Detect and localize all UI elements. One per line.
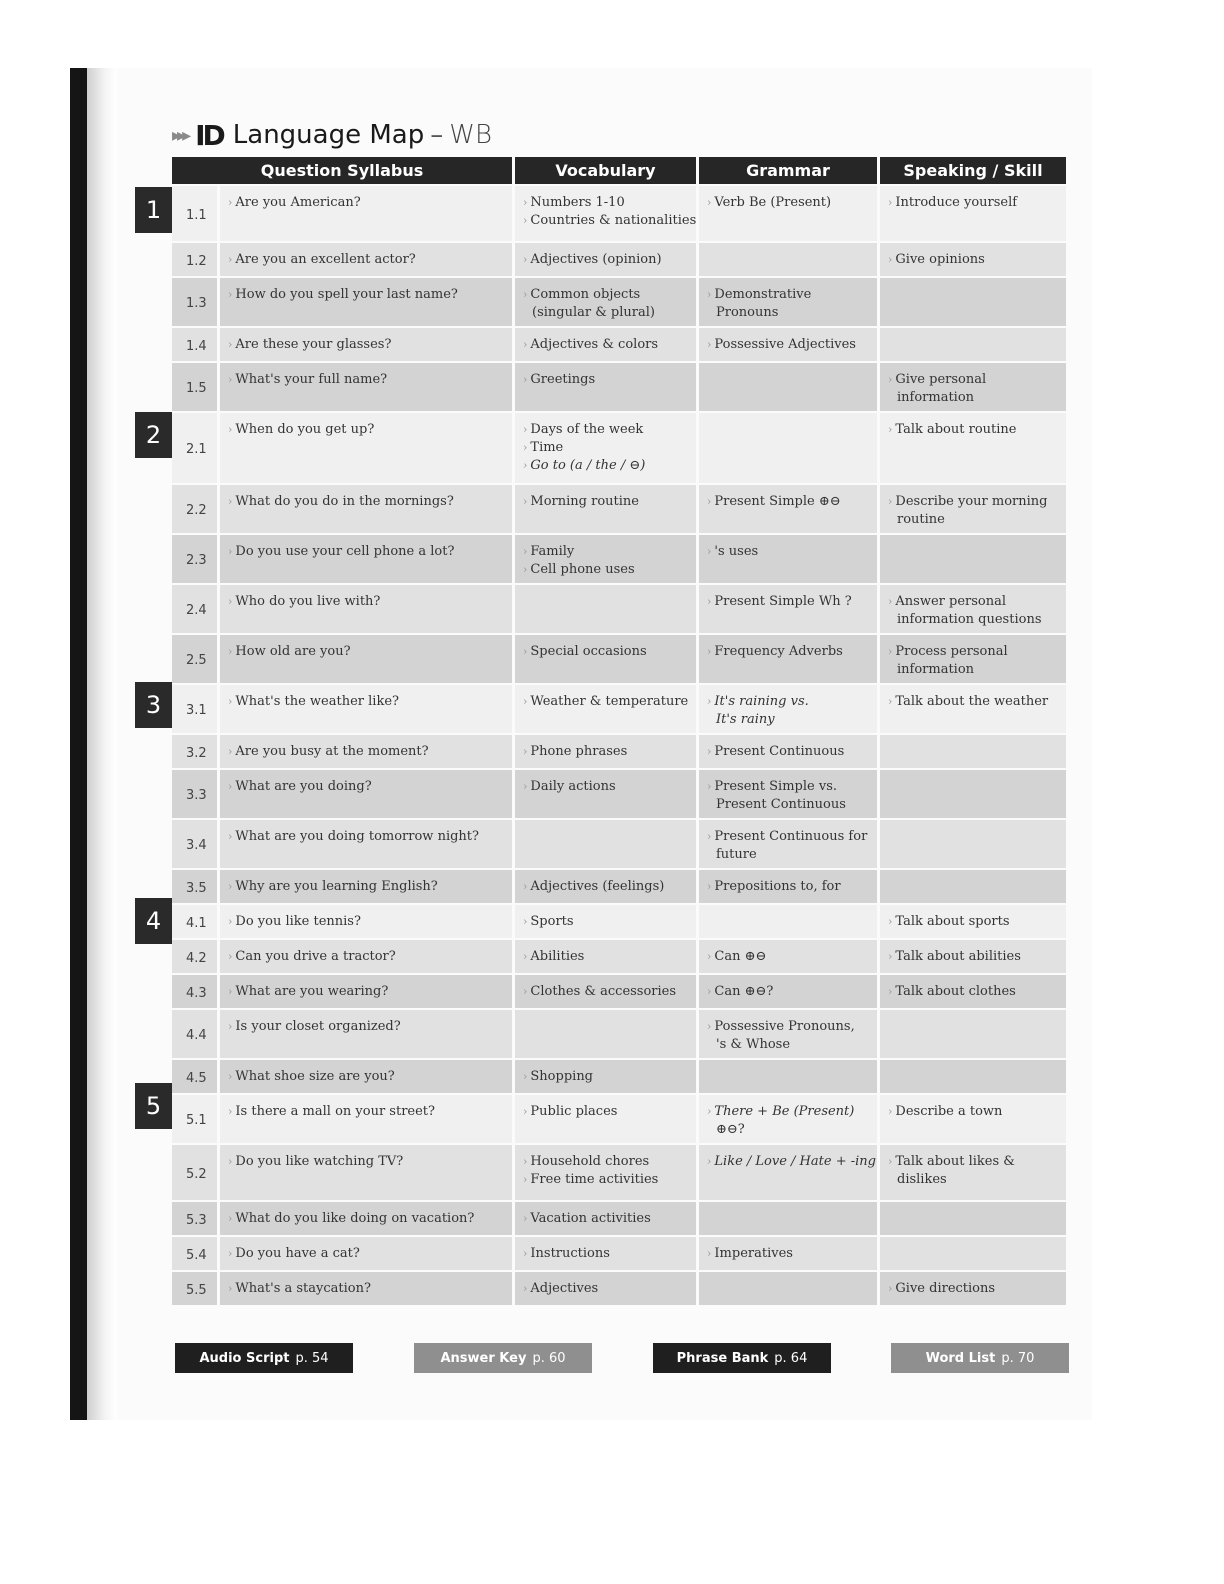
speaking-cell	[880, 243, 1066, 276]
speaking-cell	[880, 328, 1066, 361]
grammar-item: › Imperatives	[707, 1245, 871, 1263]
vocabulary-cell	[515, 328, 696, 361]
table-row	[172, 770, 1066, 818]
grammar-item: ⊕⊖?	[716, 1122, 745, 1137]
grammar-item: › 's uses	[707, 543, 871, 561]
lesson-number: 3.2	[172, 735, 217, 768]
header-speaking: Speaking / Skill	[880, 157, 1066, 184]
question-text: › What shoe size are you?	[228, 1068, 506, 1086]
table-row	[172, 413, 1066, 483]
vocabulary-item: › Greetings	[523, 371, 690, 389]
lesson-number: 1.1	[172, 186, 217, 241]
lesson-number: 3.4	[172, 820, 217, 868]
vocabulary-cell	[515, 820, 696, 868]
question-cell	[220, 820, 512, 868]
vocabulary-cell	[515, 1237, 696, 1270]
title-dash: –	[430, 120, 444, 150]
question-cell	[220, 685, 512, 733]
grammar-cell	[699, 413, 877, 483]
unit-tab-2: 2	[135, 412, 172, 458]
grammar-cell	[699, 735, 877, 768]
vocabulary-cell	[515, 905, 696, 938]
question-text: › Are these your glasses?	[228, 336, 506, 354]
vocabulary-cell	[515, 363, 696, 411]
vocabulary-cell	[515, 1060, 696, 1093]
table-row	[172, 278, 1066, 326]
speaking-cell	[880, 1010, 1066, 1058]
lesson-number: 2.3	[172, 535, 217, 583]
vocabulary-item: › Abilities	[523, 948, 690, 966]
table-row	[172, 243, 1066, 276]
speaking-item: › Give personal	[888, 371, 1060, 389]
grammar-item: › Present Continuous	[707, 743, 871, 761]
vocabulary-item: › Days of the week	[523, 421, 690, 439]
footer-label: Word List	[925, 1350, 996, 1366]
grammar-cell	[699, 870, 877, 903]
grammar-cell	[699, 1060, 877, 1093]
lesson-number: 4.4	[172, 1010, 217, 1058]
table-row	[172, 905, 1066, 938]
vocabulary-item: › Adjectives & colors	[523, 336, 690, 354]
table-row	[172, 1095, 1066, 1143]
speaking-item: › Describe your morning	[888, 493, 1060, 511]
question-text: › Are you American?	[228, 194, 506, 212]
question-cell	[220, 1237, 512, 1270]
lesson-number: 4.3	[172, 975, 217, 1008]
lesson-number: 4.5	[172, 1060, 217, 1093]
footer-page: p. 64	[774, 1350, 808, 1366]
grammar-cell	[699, 820, 877, 868]
grammar-item: future	[716, 847, 757, 862]
vocabulary-cell	[515, 1202, 696, 1235]
vocabulary-item: › Phone phrases	[523, 743, 690, 761]
footer-page: p. 60	[532, 1350, 566, 1366]
vocabulary-cell	[515, 585, 696, 633]
vocabulary-cell	[515, 243, 696, 276]
question-cell	[220, 635, 512, 683]
lesson-number: 5.4	[172, 1237, 217, 1270]
speaking-item: › Talk about sports	[888, 913, 1060, 931]
grammar-item: › Present Continuous for	[707, 828, 871, 846]
speaking-item: › Introduce yourself	[888, 194, 1060, 212]
grammar-cell	[699, 186, 877, 241]
vocabulary-item: › Time	[523, 439, 690, 457]
table-row	[172, 735, 1066, 768]
speaking-item: › Talk about the weather	[888, 693, 1060, 711]
grammar-item: › Can ⊕⊖	[707, 948, 871, 966]
grammar-cell	[699, 1145, 877, 1200]
speaking-cell	[880, 685, 1066, 733]
question-cell	[220, 1060, 512, 1093]
question-cell	[220, 328, 512, 361]
speaking-cell	[880, 940, 1066, 973]
speaking-cell	[880, 485, 1066, 533]
vocabulary-item: › Adjectives (feelings)	[523, 878, 690, 896]
table-row	[172, 485, 1066, 533]
unit-tab-5: 5	[135, 1083, 172, 1129]
grammar-cell	[699, 1095, 877, 1143]
vocabulary-item: › Go to (a / the / ⊖)	[523, 457, 690, 475]
table-row	[172, 1145, 1066, 1200]
lesson-number: 5.2	[172, 1145, 217, 1200]
table-row	[172, 1237, 1066, 1270]
question-text: › Can you drive a tractor?	[228, 948, 506, 966]
grammar-item: › Present Simple Wh ?	[707, 593, 871, 611]
table-row	[172, 635, 1066, 683]
grammar-cell	[699, 975, 877, 1008]
speaking-cell	[880, 770, 1066, 818]
lesson-number: 2.5	[172, 635, 217, 683]
table-row	[172, 820, 1066, 868]
question-text: › How do you spell your last name?	[228, 286, 506, 304]
vocabulary-item: › Special occasions	[523, 643, 690, 661]
speaking-item: information questions	[897, 612, 1042, 627]
lesson-number: 2.2	[172, 485, 217, 533]
vocabulary-cell	[515, 485, 696, 533]
grammar-cell	[699, 485, 877, 533]
table-row	[172, 363, 1066, 411]
grammar-cell	[699, 243, 877, 276]
grammar-cell	[699, 363, 877, 411]
phrase-bank-link[interactable]	[653, 1343, 831, 1373]
question-cell	[220, 940, 512, 973]
table-header	[172, 157, 1066, 184]
lesson-number: 3.1	[172, 685, 217, 733]
vocabulary-item: › Shopping	[523, 1068, 690, 1086]
question-text: › Why are you learning English?	[228, 878, 506, 896]
question-cell	[220, 770, 512, 818]
question-cell	[220, 535, 512, 583]
speaking-cell	[880, 363, 1066, 411]
question-text: › What are you doing?	[228, 778, 506, 796]
grammar-cell	[699, 770, 877, 818]
grammar-item: › Frequency Adverbs	[707, 643, 871, 661]
question-text: › What are you wearing?	[228, 983, 506, 1001]
speaking-item: › Process personal	[888, 643, 1060, 661]
speaking-cell	[880, 975, 1066, 1008]
question-text: › What's the weather like?	[228, 693, 506, 711]
vocabulary-cell	[515, 870, 696, 903]
table-row	[172, 940, 1066, 973]
vocabulary-cell	[515, 1010, 696, 1058]
table-row	[172, 585, 1066, 633]
grammar-item: › Present Simple ⊕⊖	[707, 493, 871, 511]
speaking-item: › Describe a town	[888, 1103, 1060, 1121]
grammar-item: › Possessive Pronouns,	[707, 1018, 871, 1036]
vocabulary-cell	[515, 186, 696, 241]
grammar-item: 's & Whose	[716, 1037, 791, 1052]
question-text: › Is your closet organized?	[228, 1018, 506, 1036]
speaking-item: › Talk about routine	[888, 421, 1060, 439]
question-text: › Who do you live with?	[228, 593, 506, 611]
vocabulary-cell	[515, 940, 696, 973]
vocabulary-item: › Adjectives (opinion)	[523, 251, 690, 269]
grammar-cell	[699, 1272, 877, 1305]
page-title	[172, 115, 492, 155]
question-text: › What are you doing tomorrow night?	[228, 828, 506, 846]
vocabulary-cell	[515, 1272, 696, 1305]
grammar-item: Present Continuous	[716, 797, 846, 812]
speaking-cell	[880, 870, 1066, 903]
question-cell	[220, 905, 512, 938]
vocabulary-cell	[515, 413, 696, 483]
header-vocabulary: Vocabulary	[515, 157, 696, 184]
question-cell	[220, 1010, 512, 1058]
question-text: › Do you use your cell phone a lot?	[228, 543, 506, 561]
table-row	[172, 1010, 1066, 1058]
vocabulary-item: › Morning routine	[523, 493, 690, 511]
speaking-cell	[880, 535, 1066, 583]
double-arrow-icon: ▸▸▸	[172, 124, 188, 146]
table-row	[172, 1272, 1066, 1305]
speaking-cell	[880, 186, 1066, 241]
speaking-item: › Talk about clothes	[888, 983, 1060, 1001]
speaking-cell	[880, 1272, 1066, 1305]
lesson-number: 5.1	[172, 1095, 217, 1143]
unit-tab-1: 1	[135, 187, 172, 233]
grammar-item: › Demonstrative	[707, 286, 871, 304]
header-question: Question Syllabus	[172, 157, 512, 184]
vocabulary-item: › Free time activities	[523, 1171, 690, 1189]
question-text: › Are you an excellent actor?	[228, 251, 506, 269]
footer-page: p. 54	[295, 1350, 329, 1366]
speaking-item: › Talk about likes &	[888, 1153, 1060, 1171]
grammar-item: › Possessive Adjectives	[707, 336, 871, 354]
vocabulary-cell	[515, 770, 696, 818]
speaking-cell	[880, 1095, 1066, 1143]
table-row	[172, 685, 1066, 733]
question-cell	[220, 735, 512, 768]
speaking-cell	[880, 1202, 1066, 1235]
question-text: › How old are you?	[228, 643, 506, 661]
vocabulary-item: › Daily actions	[523, 778, 690, 796]
speaking-cell	[880, 585, 1066, 633]
grammar-item: › Verb Be (Present)	[707, 194, 871, 212]
grammar-cell	[699, 635, 877, 683]
grammar-cell	[699, 905, 877, 938]
speaking-cell	[880, 413, 1066, 483]
question-cell	[220, 186, 512, 241]
lesson-number: 3.3	[172, 770, 217, 818]
speaking-cell	[880, 735, 1066, 768]
title-suffix: WB	[449, 120, 492, 150]
lesson-number: 2.1	[172, 413, 217, 483]
vocabulary-item: › Family	[523, 543, 690, 561]
speaking-cell	[880, 1237, 1066, 1270]
grammar-cell	[699, 940, 877, 973]
vocabulary-item: › Sports	[523, 913, 690, 931]
question-cell	[220, 413, 512, 483]
brand-logo: ID	[195, 118, 223, 152]
speaking-cell	[880, 820, 1066, 868]
unit-tab-4: 4	[135, 898, 172, 944]
vocabulary-item: › Weather & temperature	[523, 693, 690, 711]
grammar-cell	[699, 1237, 877, 1270]
question-text: › Is there a mall on your street?	[228, 1103, 506, 1121]
question-text: › Are you busy at the moment?	[228, 743, 506, 761]
speaking-item: information	[897, 662, 975, 677]
vocabulary-item: › Cell phone uses	[523, 561, 690, 579]
vocabulary-cell	[515, 635, 696, 683]
speaking-cell	[880, 278, 1066, 326]
speaking-item: routine	[897, 512, 945, 527]
question-cell	[220, 870, 512, 903]
speaking-item: › Give directions	[888, 1280, 1060, 1298]
question-cell	[220, 278, 512, 326]
grammar-cell	[699, 1202, 877, 1235]
vocabulary-item: (singular & plural)	[532, 305, 655, 320]
question-cell	[220, 1272, 512, 1305]
speaking-item: dislikes	[897, 1172, 947, 1187]
footer-label: Audio Script	[199, 1350, 290, 1366]
vocabulary-item: › Adjectives	[523, 1280, 690, 1298]
vocabulary-item: › Vacation activities	[523, 1210, 690, 1228]
question-text: › What do you do in the mornings?	[228, 493, 506, 511]
question-cell	[220, 243, 512, 276]
question-text: › What's your full name?	[228, 371, 506, 389]
question-cell	[220, 1145, 512, 1200]
grammar-item: It's rainy	[716, 712, 775, 727]
speaking-item: information	[897, 390, 975, 405]
grammar-item: › Like / Love / Hate + -ing	[707, 1153, 871, 1171]
vocabulary-item: › Countries & nationalities	[523, 212, 690, 230]
vocabulary-item: › Household chores	[523, 1153, 690, 1171]
vocabulary-cell	[515, 685, 696, 733]
question-cell	[220, 1202, 512, 1235]
speaking-item: › Answer personal	[888, 593, 1060, 611]
table-row	[172, 1202, 1066, 1235]
question-cell	[220, 585, 512, 633]
lesson-number: 5.5	[172, 1272, 217, 1305]
vocabulary-item: › Clothes & accessories	[523, 983, 690, 1001]
table-row	[172, 186, 1066, 241]
footer-label: Phrase Bank	[676, 1350, 769, 1366]
vocabulary-item: › Instructions	[523, 1245, 690, 1263]
table-row	[172, 1060, 1066, 1093]
lesson-number: 1.4	[172, 328, 217, 361]
table-row	[172, 328, 1066, 361]
footer-label: Answer Key	[440, 1350, 527, 1366]
question-cell	[220, 975, 512, 1008]
question-text: › When do you get up?	[228, 421, 506, 439]
grammar-cell	[699, 585, 877, 633]
book-edge-bar	[70, 68, 87, 1420]
vocabulary-cell	[515, 535, 696, 583]
lesson-number: 1.2	[172, 243, 217, 276]
question-cell	[220, 1095, 512, 1143]
grammar-cell	[699, 1010, 877, 1058]
speaking-cell	[880, 1145, 1066, 1200]
lesson-number: 4.2	[172, 940, 217, 973]
grammar-item: › Present Simple vs.	[707, 778, 871, 796]
answer-key-link[interactable]	[414, 1343, 592, 1373]
lesson-number: 2.4	[172, 585, 217, 633]
vocabulary-item: › Numbers 1-10	[523, 194, 690, 212]
grammar-cell	[699, 328, 877, 361]
lesson-number: 5.3	[172, 1202, 217, 1235]
lesson-number: 4.1	[172, 905, 217, 938]
grammar-cell	[699, 685, 877, 733]
vocabulary-cell	[515, 278, 696, 326]
speaking-cell	[880, 1060, 1066, 1093]
speaking-cell	[880, 635, 1066, 683]
lesson-number: 1.5	[172, 363, 217, 411]
question-text: › What's a staycation?	[228, 1280, 506, 1298]
question-text: › Do you like tennis?	[228, 913, 506, 931]
header-grammar: Grammar	[699, 157, 877, 184]
table-row	[172, 535, 1066, 583]
speaking-item: › Talk about abilities	[888, 948, 1060, 966]
speaking-cell	[880, 905, 1066, 938]
word-list-link[interactable]	[891, 1343, 1069, 1373]
question-cell	[220, 363, 512, 411]
grammar-item: › Prepositions to, for	[707, 878, 871, 896]
lesson-number: 3.5	[172, 870, 217, 903]
audio-script-link[interactable]	[175, 1343, 353, 1373]
grammar-item: › Can ⊕⊖?	[707, 983, 871, 1001]
vocabulary-cell	[515, 975, 696, 1008]
footer-page: p. 70	[1001, 1350, 1035, 1366]
unit-tab-3: 3	[135, 682, 172, 728]
table-row	[172, 870, 1066, 903]
table-body	[172, 186, 1066, 1305]
lesson-number: 1.3	[172, 278, 217, 326]
title-text: Language Map	[232, 120, 425, 150]
vocabulary-cell	[515, 1095, 696, 1143]
question-text: › Do you have a cat?	[228, 1245, 506, 1263]
grammar-cell	[699, 535, 877, 583]
vocabulary-item: › Common objects	[523, 286, 690, 304]
vocabulary-cell	[515, 735, 696, 768]
table-row	[172, 975, 1066, 1008]
spine-shadow	[87, 68, 117, 1420]
vocabulary-cell	[515, 1145, 696, 1200]
vocabulary-item: › Public places	[523, 1103, 690, 1121]
language-map-table	[172, 157, 1066, 1305]
question-text: › Do you like watching TV?	[228, 1153, 506, 1171]
grammar-item: › It's raining vs.	[707, 693, 871, 711]
grammar-item: › There + Be (Present)	[707, 1103, 871, 1121]
question-cell	[220, 485, 512, 533]
question-text: › What do you like doing on vacation?	[228, 1210, 506, 1228]
grammar-cell	[699, 278, 877, 326]
speaking-item: › Give opinions	[888, 251, 1060, 269]
grammar-item: Pronouns	[716, 305, 779, 320]
